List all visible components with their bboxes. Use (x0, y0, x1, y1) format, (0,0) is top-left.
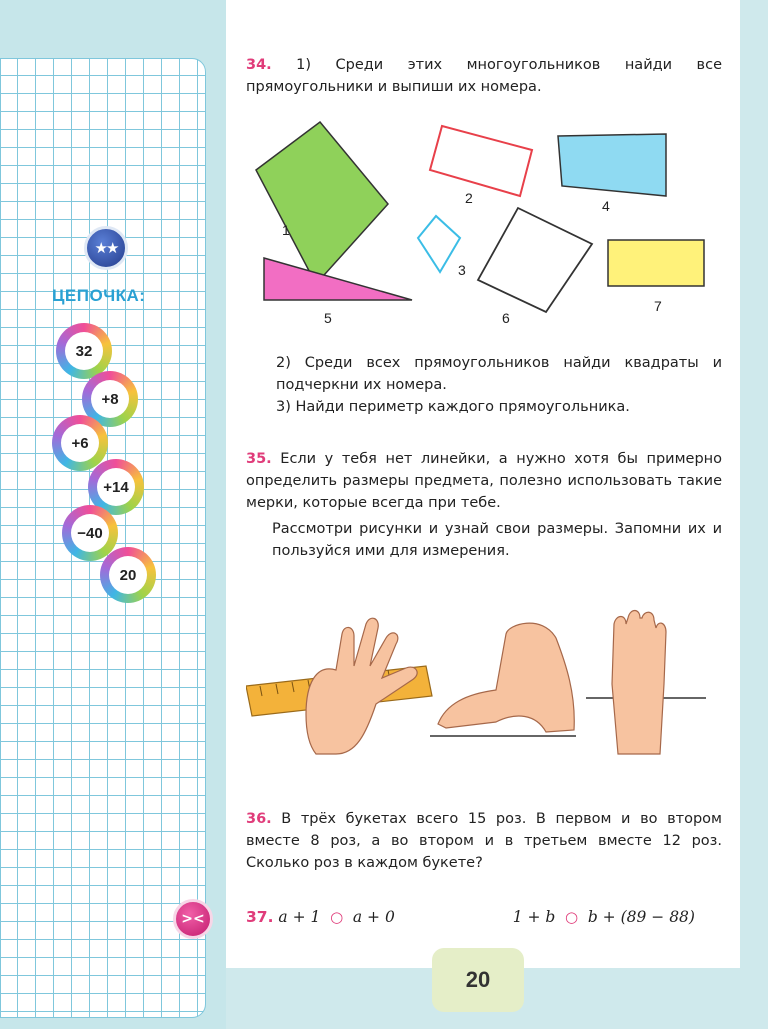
polygon-7-yellow-rectangle (608, 240, 704, 286)
task-37-right-a: 1 + b (512, 908, 556, 926)
polygon-label-5: 5 (324, 310, 332, 326)
task-35-para2: Рассмотри рисунки и узнай свои размеры. Запомни их и пользуйся ими для измерения. (272, 521, 722, 559)
chain-value-5: −40 (71, 514, 109, 552)
stars-icon: ★★ (84, 226, 128, 270)
polygon-label-6: 6 (502, 310, 510, 326)
task-36-number: 36. (246, 811, 272, 827)
task-34-parts (276, 352, 722, 418)
chain-value-6: 20 (109, 556, 147, 594)
task-37-right-b: b + (89 − 88) (587, 908, 695, 926)
polygon-1-green-rectangle (256, 122, 388, 284)
tricky-task-icon: >< (173, 899, 213, 939)
task-34-part1: 1) Среди этих многоугольников найди все прямоугольники и выпиши их номера. (246, 57, 722, 95)
task-35-number: 35. (246, 451, 272, 467)
spread-hand (306, 618, 417, 754)
task-34 (246, 54, 722, 98)
compare-circle-1: ○ (325, 908, 348, 926)
polygon-2-red-rectangle (430, 126, 532, 196)
page-number: 20 (432, 948, 524, 1012)
task-34-number: 34. (246, 57, 272, 73)
flat-hand (612, 611, 666, 755)
polygon-4-blue-trapezoid (558, 134, 666, 196)
polygon-3-blue-square (418, 216, 460, 272)
task-37 (246, 906, 722, 928)
chain-ring-6 (100, 547, 156, 603)
chain-ring-3 (52, 415, 108, 471)
task-37-number: 37. (246, 908, 274, 926)
task-34-part2: 2) Среди всех прямоугольников найди квадраты и подчеркни их номера. (276, 355, 722, 393)
polygon-5-pink-triangle (264, 258, 412, 300)
compare-circle-2: ○ (560, 908, 583, 926)
chain-value-4: +14 (97, 468, 135, 506)
task-37-left-b: a + 0 (352, 908, 395, 926)
hand-measurement-figure (246, 604, 722, 764)
page-right-margin (740, 0, 768, 1029)
polygon-label-2: 2 (465, 190, 473, 206)
polygon-label-4: 4 (602, 198, 610, 214)
task-34-part3: 3) Найди периметр каждого прямоугольника. (276, 399, 630, 415)
chain-value-2: +8 (91, 380, 129, 418)
task-35-para1: Если у тебя нет линейки, а нужно хотя бы примерно определить размеры предмета, полезно использовать такие мерки, которые всегда при тебе. (246, 451, 722, 511)
chain-value-3: +6 (61, 424, 99, 462)
polygon-label-7: 7 (654, 298, 662, 314)
task-36 (246, 808, 722, 874)
task-35 (246, 448, 722, 562)
polygon-label-3: 3 (458, 262, 466, 278)
polygon-6-square (478, 208, 592, 312)
task-36-text: В трёх букетах всего 15 роз. В первом и во втором вместе 8 роз, а во втором и в третьем вместе 12 роз. Сколько роз в каждом букете? (246, 811, 722, 871)
chain-value-1: 32 (65, 332, 103, 370)
task-37-left-a: a + 1 (278, 908, 321, 926)
chain-title: ЦЕПОЧКА: (52, 286, 146, 305)
polygon-label-1: 1 (282, 222, 290, 238)
pinching-hand (438, 623, 574, 732)
